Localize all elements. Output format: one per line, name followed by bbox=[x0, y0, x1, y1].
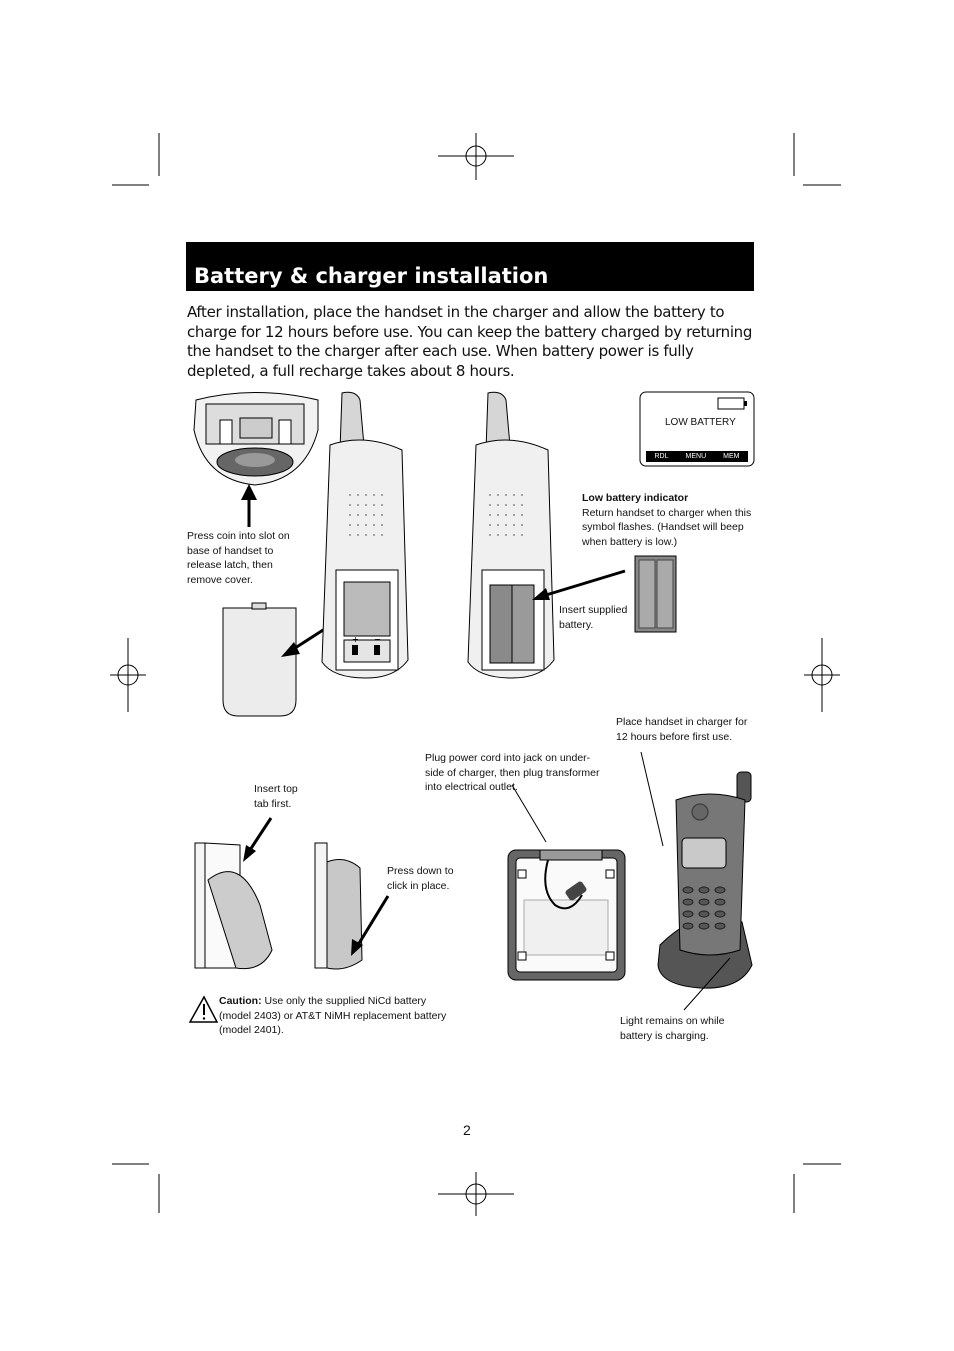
caption-caution bbox=[219, 994, 455, 1038]
caption-coin: Press coin into slot on base of handset to release latch, then remove cover. bbox=[187, 530, 290, 586]
caption-insert-battery: Insert supplied battery. bbox=[559, 604, 628, 631]
caution-body: Use only the supplied NiCd battery (model 2403) or AT&T NiMH replacement battery (model 2401). bbox=[219, 995, 447, 1036]
caption-low-battery-title: Low battery indicator bbox=[582, 492, 689, 504]
svg-text:+: + bbox=[352, 635, 359, 644]
charger-underside-illustration bbox=[508, 785, 625, 980]
softkey-rdl: RDL bbox=[654, 453, 669, 460]
caption-light: Light remains on while battery is charging. bbox=[620, 1015, 725, 1042]
cover-insert-illustration bbox=[195, 843, 272, 969]
svg-text:−: − bbox=[374, 635, 381, 644]
battery-pack-illustration bbox=[635, 556, 676, 632]
lcd-softkeys bbox=[646, 451, 748, 462]
caption-place-handset: Place handset in charger for 12 hours before first use. bbox=[616, 716, 748, 743]
arrow-down-left-icon bbox=[243, 818, 271, 862]
handset-open-illustration bbox=[322, 392, 408, 678]
softkey-menu: MENU bbox=[685, 453, 707, 460]
caption-insert-tab: Insert top tab first. bbox=[254, 783, 298, 810]
handset-in-charger-illustration bbox=[641, 752, 752, 1010]
softkey-mem: MEM bbox=[723, 453, 740, 460]
page-number: 2 bbox=[463, 1122, 471, 1138]
caution-label: Caution: bbox=[219, 995, 262, 1007]
battery-cover-illustration bbox=[223, 603, 296, 716]
crop-marks bbox=[112, 133, 841, 1213]
section-title-bar bbox=[186, 242, 754, 291]
caption-low-battery bbox=[582, 491, 754, 549]
handset-battery-inserted-illustration bbox=[468, 392, 554, 678]
caption-press-down: Press down to click in place. bbox=[387, 865, 454, 892]
lcd-message: LOW BATTERY bbox=[665, 417, 736, 428]
page-title: Battery & charger installation bbox=[194, 264, 549, 288]
arrow-up-icon bbox=[241, 484, 257, 527]
intro-paragraph: After installation, place the handset in the charger and allow the battery to charge for 12 hours before use. You can keep the battery charged by returning the handset to the charger after each use. When battery power is fully depleted, a full recharge takes about 8 hours. bbox=[187, 303, 752, 380]
warning-icon bbox=[190, 997, 217, 1022]
registration-marks bbox=[110, 133, 840, 1216]
caption-low-battery-body: Return handset to charger when this symbol flashes. (Handset will beep when battery is low.) bbox=[582, 506, 752, 548]
handset-base-illustration bbox=[194, 393, 318, 486]
caption-plug-cord: Plug power cord into jack on under-side of charger, then plug transformer into electrical outlet. bbox=[425, 752, 600, 793]
